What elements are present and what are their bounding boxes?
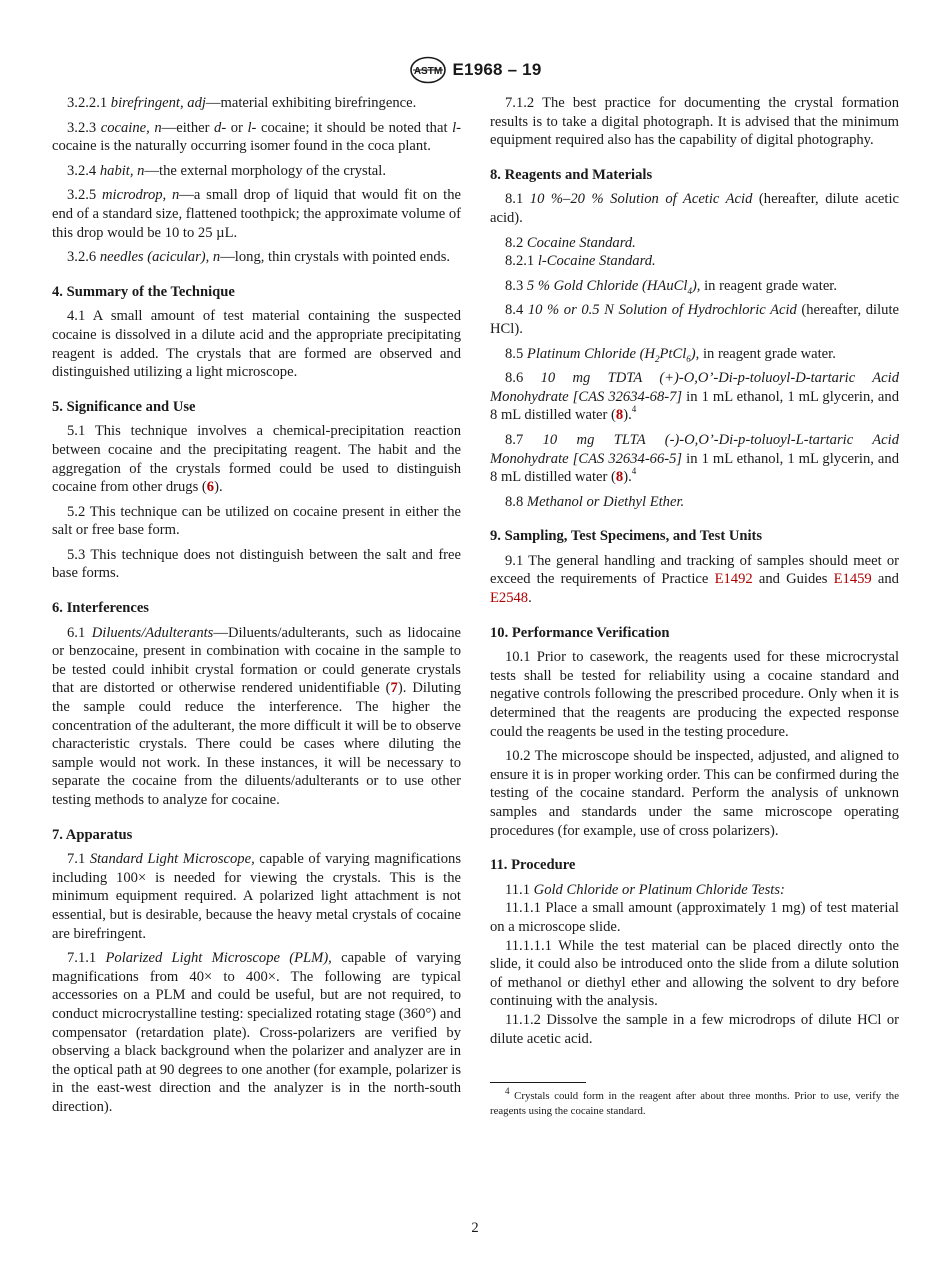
footnote-marker[interactable]: 4 <box>631 404 637 415</box>
reference-link[interactable]: 8 <box>615 407 624 424</box>
paragraph-9-1: 9.1 The general handling and tracking of samples should meet or exceed the requirements of Practice E1492 and Guides E1459 and E2548. <box>490 552 899 607</box>
paragraph-8-1: 8.1 10 %–20 % Solution of Acetic Acid (hereafter, dilute acetic acid). <box>490 191 899 226</box>
standard-link-e1459[interactable]: E1459 <box>833 571 872 588</box>
definition-3-2-5: 3.2.5 microdrop, n—a small drop of liquid that would fit on the end of a standard size, flattened toothpick; the approximate volume of this drop would be 10 to 25 µL. <box>52 187 461 241</box>
astm-logo-icon <box>409 56 447 84</box>
section-10-heading: 10. Performance Verification <box>490 624 670 641</box>
paragraph-11-1-2: 11.1.2 Dissolve the sample in a few microdrops of dilute HCl or dilute acetic acid. <box>490 1011 899 1047</box>
paragraph-11-1-1: 11.1.1 Place a small amount (approximately 1 mg) of test material on a microscope slide. <box>490 900 899 935</box>
definition-3-2-4: 3.2.4 habit, n—the external morphology of the crystal. <box>67 162 386 179</box>
paragraph-11-1-1-1: 11.1.1.1 While the test material can be placed directly onto the slide, it could also be introduced onto the slide from a dilute solution of methanol or diethyl ether and allowing the solvent to dry before continuing with the analysis. <box>490 937 899 1010</box>
paragraph-8-6: 8.6 10 mg TDTA (+)-O,O’-Di-p-toluoyl-D-tartaric Acid Monohydrate [CAS 32634-68-7] in 1 mL ethanol, 1 mL glycerin, and 8 mL distilled water (8).$^4$ <box>490 370 900 424</box>
reference-link[interactable]: 6 <box>206 479 215 496</box>
paragraph-6-1: 6.1 Diluents/Adulterants—Diluents/adulterants, such as lidocaine or benzocaine, present in combination with cocaine in the sample to be tested could inhibit crystal formation or could generate crystals that are distorted or otherwise rendered unidentifiable (7). Diluting the sample could reduce the interference. The higher the concentration of the adulterant, the more difficult it will be to observe characteristic crystals. There could be cases where diluting the sample would not work. In these instances, it will be necessary to separate the cocaine from the diluents/adulterants or to use other testing methods to analyze for cocaine. <box>52 624 461 808</box>
right-column <box>490 94 899 1119</box>
paragraph-8-8: 8.8 Methanol or Diethyl Ether. <box>505 493 685 510</box>
section-7-heading: 7. Apparatus <box>52 826 133 843</box>
paragraph-8-5: 8.5 Platinum Chloride $(H_2PtCl_6)$, in reagent grade water. <box>505 345 836 364</box>
paragraph-7-1-1: 7.1.1 Polarized Light Microscope (PLM), capable of varying magnifications from 40× to 400×. The following are typical accessories on a PLM and could be useful, but are not required, to conduct microcrystalline testing: specialized rotating stage (360°) and compensator (retardation plate). Cross-polarizers are verified by observing a black background when the polarizer and analyzer are in the optical path at 90 degrees to one another (for example, polarizer is in the east-west direction and the analyzer is in the north-south direction). <box>52 950 461 1115</box>
paragraph-7-1-2: 7.1.2 The best practice for documenting the crystal formation results is to take a digital photograph. It is advised that the minimum equipment required also has the capability of digital photography. <box>490 95 899 149</box>
section-9-heading: 9. Sampling, Test Specimens, and Test Units <box>490 528 763 545</box>
paragraph-8-4: 8.4 10 % or 0.5 N Solution of Hydrochloric Acid (hereafter, dilute HCl). <box>490 302 899 337</box>
section-5-heading: 5. Significance and Use <box>52 398 196 415</box>
reference-link[interactable]: 8 <box>615 469 624 486</box>
svg-text:ASTM: ASTM <box>413 66 442 77</box>
paragraph-8-2: 8.2 Cocaine Standard. <box>505 234 636 251</box>
paragraph-5-3: 5.3 This technique does not distinguish between the salt and free base forms. <box>52 546 461 582</box>
section-6-heading: 6. Interferences <box>52 600 149 617</box>
paragraph-8-7: 8.7 10 mg TLTA (-)-O,O’-Di-p-toluoyl-L-tartaric Acid Monohydrate [CAS 32634-66-5] in 1 mL ethanol, 1 mL glycerin, and 8 mL distilled water (8).$^4$ <box>490 431 900 486</box>
paragraph-11-1: 11.1 Gold Chloride or Platinum Chloride Tests: <box>505 881 785 898</box>
paragraph-8-2-1: 8.2.1 l-Cocaine Standard. <box>505 253 656 270</box>
footnote-4: $^4$ Crystals could form in the reagent after about three months. Prior to use, verify the reagents using the cocaine standard. <box>490 1085 899 1118</box>
definition-3-2-6: 3.2.6 needles (acicular), n—long, thin crystals with pointed ends. <box>67 249 451 266</box>
paragraph-7-1: 7.1 Standard Light Microscope, capable of varying magnifications including 100× is needed for viewing the crystals. This is the minimum equipment required. A polarized light attachment is not essential, but is desirable, because the heavy metal crystals of cocaine are birefringent. <box>52 851 461 942</box>
section-4-heading: 4. Summary of the Technique <box>52 283 235 300</box>
standard-link-e2548[interactable]: E2548 <box>490 590 529 607</box>
paragraph-4-1: 4.1 A small amount of test material containing the suspected cocaine is dissolved in a dilute acid and the appropriate precipitating reagent is added. The crystals that are formed are observed and distinguished utilizing a light microscope. <box>52 308 461 381</box>
footnote-divider <box>490 1082 586 1083</box>
footnote-marker[interactable]: 4 <box>631 466 637 477</box>
standard-link-e1492[interactable]: E1492 <box>714 571 753 588</box>
paragraph-10-2: 10.2 The microscope should be inspected, adjusted, and aligned to ensure it is in proper working order. This can be confirmed during the testing of the cocaine standard. Perform the analysis of unknown samples and standards under the same microscope operating procedures (for example, use of cross polarizers). <box>490 748 899 839</box>
definition-3-2-2-1: 3.2.2.1 birefringent, adj—material exhibiting birefringence. <box>67 95 417 111</box>
page-number: 2 <box>471 1220 479 1236</box>
paragraph-10-1: 10.1 Prior to casework, the reagents used for these microcrystal tests shall be tested for reliability using a cocaine standard and negative controls following the prescribed procedure. Only when it is determined that the reagents are producing the expected response could the reagents be used in the testing procedure. <box>490 649 899 740</box>
reference-link[interactable]: 7 <box>390 680 398 697</box>
paragraph-5-2: 5.2 This technique can be utilized on cocaine present in either the salt or free base form. <box>52 503 461 539</box>
document-id: E1968 – 19 <box>452 60 542 79</box>
section-11-heading: 11. Procedure <box>490 857 576 874</box>
definition-3-2-3: 3.2.3 cocaine, n—either d- or l- cocaine; it should be noted that l-cocaine is the naturally occurring isomer found in the coca plant. <box>52 119 461 155</box>
paragraph-5-1: 5.1 This technique involves a chemical-precipitation reaction between cocaine and the precipitating reagent. The habit and the aggregation of the crystals formed could be used to distinguish cocaine from other drugs (6). <box>52 423 461 496</box>
left-column <box>52 94 461 1123</box>
page-header <box>0 56 950 84</box>
section-8-heading: 8. Reagents and Materials <box>490 166 653 183</box>
paragraph-8-3: 8.3 5 % Gold Chloride (HAuCl$_4$), in reagent grade water. <box>505 277 837 296</box>
